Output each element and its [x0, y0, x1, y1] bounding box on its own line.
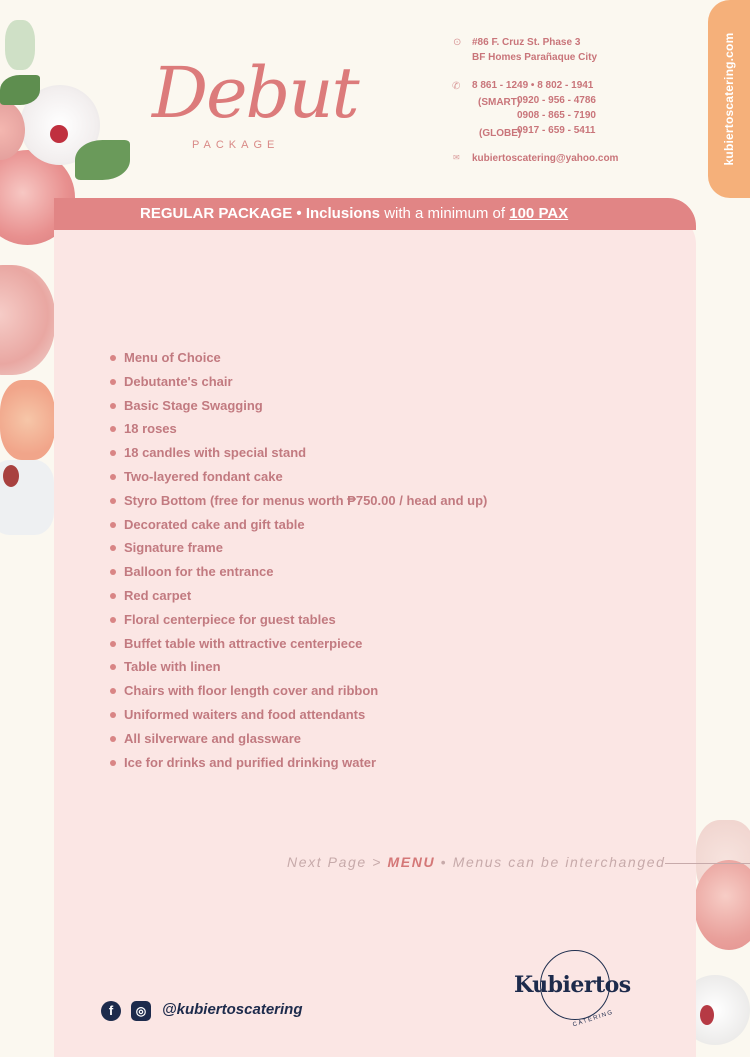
list-item: Uniformed waiters and food attendants — [110, 703, 487, 727]
banner-pax: 100 PAX — [509, 205, 569, 222]
page-subtitle: PACKAGE — [192, 139, 280, 151]
list-item: Decorated cake and gift table — [110, 513, 487, 537]
website-link[interactable]: kubiertoscatering.com — [722, 32, 736, 166]
list-item: Ice for drinks and purified drinking water — [110, 751, 487, 775]
banner-minimum-text: with a minimum of — [384, 205, 506, 222]
list-item: 18 roses — [110, 417, 487, 441]
list-item: Buffet table with attractive centerpiece — [110, 632, 487, 656]
banner-package-name: REGULAR PACKAGE — [140, 205, 293, 222]
globe-label: (GLOBE) — [479, 128, 522, 139]
smart-number-1: 0920 - 956 - 4786 — [517, 95, 596, 106]
globe-number: 0917 - 659 - 5411 — [517, 125, 596, 136]
facebook-icon[interactable]: f — [101, 1001, 121, 1021]
inclusions-list — [110, 346, 487, 774]
list-item: Signature frame — [110, 536, 487, 560]
list-item: All silverware and glassware — [110, 727, 487, 751]
list-item: Basic Stage Swagging — [110, 394, 487, 418]
list-item: Styro Bottom (free for menus worth ₱750.00 / head and up) — [110, 489, 487, 513]
list-item: Two-layered fondant cake — [110, 465, 487, 489]
social-handle[interactable]: @kubiertoscatering — [162, 1001, 303, 1018]
list-item: 18 candles with special stand — [110, 441, 487, 465]
banner-inclusions: Inclusions — [305, 205, 381, 222]
list-item: Menu of Choice — [110, 346, 487, 370]
next-page-prefix: Next Page > — [287, 854, 383, 870]
logo-tagline: CATERING — [572, 1009, 615, 1029]
address-line-2: BF Homes Parañaque City — [472, 52, 598, 63]
logo-name: Kubiertos — [514, 972, 631, 998]
next-page-suffix: Menus can be interchanged — [452, 854, 666, 870]
landline-numbers: 8 861 - 1249 • 8 802 - 1941 — [472, 80, 594, 91]
kubiertos-logo — [514, 950, 631, 1029]
page-title: Debut — [152, 52, 358, 134]
next-page-separator: • — [440, 854, 448, 870]
website-side-tab[interactable] — [708, 0, 750, 198]
list-item: Chairs with floor length cover and ribbon — [110, 679, 487, 703]
smart-number-2: 0908 - 865 - 7190 — [517, 110, 596, 121]
phone-icon: ✆ — [452, 81, 461, 92]
location-pin-icon: ⊙ — [453, 37, 462, 48]
list-item: Floral centerpiece for guest tables — [110, 608, 487, 632]
divider-line — [665, 863, 750, 864]
smart-label: (SMART) — [478, 97, 521, 108]
list-item: Table with linen — [110, 655, 487, 679]
email-icon: ✉ — [453, 153, 460, 162]
address-line-1: #86 F. Cruz St. Phase 3 — [472, 37, 581, 48]
package-banner — [54, 198, 696, 230]
next-page-note — [287, 854, 665, 870]
email-link[interactable]: kubiertoscatering@yahoo.com — [472, 153, 619, 164]
list-item: Debutante's chair — [110, 370, 487, 394]
banner-separator: • — [296, 205, 302, 222]
list-item: Red carpet — [110, 584, 487, 608]
list-item: Balloon for the entrance — [110, 560, 487, 584]
next-page-menu-link[interactable]: MENU — [387, 854, 436, 870]
instagram-icon[interactable]: ◎ — [131, 1001, 151, 1021]
